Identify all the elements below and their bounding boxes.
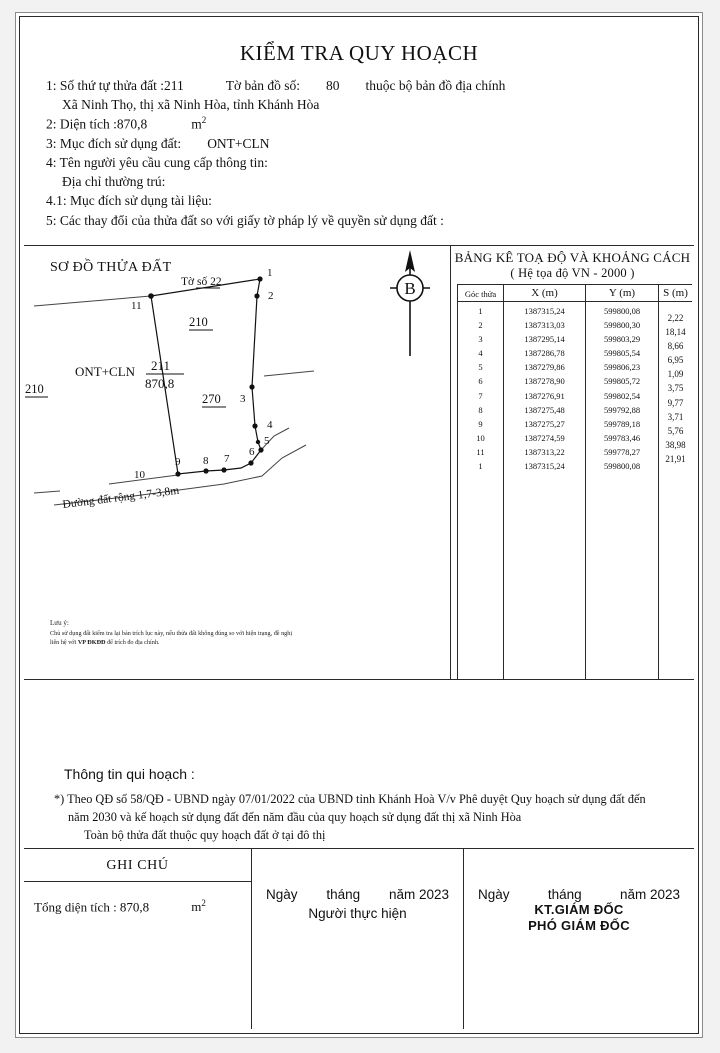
table-cell: 1387295,14 (524, 334, 565, 345)
director-date-line (464, 887, 694, 902)
parcel-label-group (75, 358, 184, 391)
table-cell: 2,22 (667, 313, 684, 323)
footer-director-cell (464, 849, 694, 1029)
neighbor-label-right-lower: 270 (202, 392, 221, 406)
director-role-line-1: KT.GIÁM ĐỐC (534, 902, 624, 917)
executor-year-label: năm 2023 (388, 887, 449, 902)
svg-text:4: 4 (267, 419, 273, 431)
table-cell: 1387313,03 (524, 320, 565, 331)
parcel-index-label: 1: Số thứ tự thửa đất : (46, 78, 164, 93)
table-cell: 599778,27 (603, 446, 641, 457)
notes-header: GHI CHÚ (24, 849, 251, 882)
executor-signature-block (252, 849, 463, 921)
column-x (504, 285, 586, 679)
table-cell: 1387275,48 (524, 404, 565, 415)
executor-date-line (252, 887, 463, 902)
planning-line-1: *) Theo QĐ số 58/QĐ - UBND ngày 07/01/2022 của UBND tỉnh Khánh Hoà V/v Phê duyệt Quy hoạch sử dụng đất đến (54, 792, 646, 806)
header-line-area (46, 114, 698, 134)
table-cell: 9 (478, 418, 483, 429)
note-line-1: Chủ sử dụng đất kiểm tra lại bản trích lục này, nếu thửa đất không đúng so với hiện trạng, đề nghị (50, 629, 293, 637)
table-cell: 599806,23 (603, 362, 641, 373)
table-cell: 1387276,91 (524, 390, 565, 401)
area-unit-exponent: 2 (201, 115, 207, 126)
table-cell: 1387315,24 (524, 461, 565, 472)
table-cell: 599792,88 (603, 404, 641, 415)
note-line-2 (50, 638, 292, 647)
director-year-label: năm 2023 (619, 887, 680, 902)
diagram-and-table-band (24, 245, 694, 680)
column-body-x (504, 302, 585, 473)
table-cell: 6,95 (667, 355, 684, 366)
planning-title: Thông tin qui hoạch : (64, 766, 195, 782)
coord-title-main: BẢNG KÊ TOẠ ĐỘ VÀ KHOẢNG CÁCH (454, 250, 691, 265)
table-cell: 8,66 (667, 341, 684, 352)
header-line-address: Xã Ninh Thọ, thị xã Ninh Hòa, tỉnh Khánh Hòa (62, 97, 320, 113)
footer-executor-cell (252, 849, 464, 1029)
director-day-label: Ngày (478, 887, 510, 902)
table-cell: 6 (478, 376, 483, 387)
area-label: 2: Diện tích : (46, 116, 117, 132)
total-area-row (24, 882, 251, 915)
coord-title-sub: ( Hệ tọa độ VN - 2000 ) (510, 265, 635, 280)
note-line-2c: để trích đo địa chính. (105, 638, 160, 646)
column-y (586, 285, 659, 679)
coordinate-table-panel (451, 246, 694, 679)
table-cell: 3 (478, 334, 483, 345)
svg-text:1: 1 (267, 267, 273, 279)
table-cell: 1387313,22 (524, 446, 565, 457)
map-sheet-label: Tờ bản đồ số: (225, 78, 300, 93)
svg-text:3: 3 (240, 393, 246, 405)
table-cell: 18,14 (665, 327, 686, 338)
cadastral-suffix: thuộc bộ bản đồ địa chính (365, 78, 506, 93)
table-cell: 38,98 (665, 439, 686, 450)
table-cell: 2 (478, 320, 483, 331)
compass-rose (390, 250, 430, 356)
table-cell: 7 (478, 390, 483, 401)
area-value: 870,8 (116, 116, 148, 132)
page-title: KIỂM TRA QUY HOẠCH (239, 41, 479, 65)
table-cell: 1 (478, 461, 483, 472)
svg-text:11: 11 (131, 300, 142, 312)
note-line-2a: liên hệ với (50, 638, 78, 646)
footer-table (24, 848, 694, 1029)
table-cell: 11 (476, 446, 485, 457)
header-line-changes: 5: Các thay đổi của thửa đất so với giấy tờ pháp lý về quyền sử dụng đất : (46, 212, 444, 228)
neighbor-labels (25, 315, 226, 407)
planning-line-2: năm 2030 và kế hoạch sử dụng đất đến năm đầu của quy hoạch sử dụng đất thị xã Ninh Hòa (68, 810, 522, 825)
column-body-distance (659, 302, 692, 466)
executor-day-label: Ngày (266, 887, 298, 902)
table-cell: 1387278,90 (524, 376, 565, 387)
note-office-abbrev: VP ĐKĐĐ (77, 638, 106, 646)
road-label: Đường đất rộng 1,7-3,8m (61, 484, 180, 511)
column-header-distance: S (m) (659, 285, 692, 302)
table-cell: 599800,08 (603, 461, 641, 472)
coordinate-table (457, 284, 692, 679)
column-distance (659, 285, 692, 679)
director-role-line-2: PHÓ GIÁM ĐỐC (528, 918, 630, 933)
svg-text:9: 9 (175, 456, 181, 468)
table-cell: 5 (478, 362, 483, 373)
table-cell: 599803,29 (603, 334, 641, 345)
disclaimer-note (50, 618, 292, 647)
page-frame (19, 16, 699, 1034)
note-title: Lưu ý: (50, 619, 69, 627)
table-cell: 1387286,78 (524, 348, 565, 359)
svg-text:2: 2 (268, 290, 274, 302)
table-cell: 5,76 (667, 425, 684, 436)
table-cell: 10 (476, 432, 485, 443)
header-line-purpose: 4.1: Mục đích sử dụng tài liệu: (46, 193, 212, 209)
table-cell: 1387275,27 (524, 418, 565, 429)
usage-value: ONT+CLN (207, 135, 270, 151)
parcel-index-value: 211 (163, 78, 184, 93)
map-sheet-value: 80 (325, 78, 340, 93)
svg-text:7: 7 (224, 453, 230, 465)
column-header-corner: Góc thửa (458, 285, 503, 302)
table-cell: 1387279,86 (524, 362, 565, 373)
table-cell: 599800,30 (603, 320, 641, 331)
svg-text:6: 6 (249, 446, 255, 458)
table-cell: 599800,08 (603, 306, 641, 316)
header-line-residence: Địa chỉ thường trú: (62, 174, 166, 190)
footer-notes-cell (24, 849, 252, 1029)
neighbor-label-right-upper: 210 (189, 315, 208, 329)
table-cell: 3,75 (667, 383, 684, 394)
diagram-section-label: SƠ ĐỒ THỬA ĐẤT (50, 260, 172, 275)
table-cell: 21,91 (665, 453, 686, 464)
total-area-unit: m (191, 899, 202, 915)
column-header-x: X (m) (504, 285, 585, 302)
table-cell: 1387274,59 (524, 432, 565, 443)
table-cell: 8 (478, 404, 483, 415)
planning-line-3: Toàn bộ thửa đất thuộc quy hoạch đất ở tại đô thị (84, 828, 326, 843)
document-page (15, 12, 703, 1038)
column-body-y (586, 302, 658, 473)
header-line-usage (46, 134, 698, 153)
usage-label: 3: Mục đích sử dụng đất: (46, 135, 182, 151)
planning-body (54, 790, 680, 845)
table-cell: 599783,46 (603, 432, 641, 443)
header-line-requester: 4: Tên người yêu cầu cung cấp thông tin: (46, 155, 268, 171)
total-area-label: Tổng diện tích : 870,8 (34, 899, 150, 915)
table-cell: 1387315,24 (524, 306, 565, 316)
table-cell: 599805,72 (603, 376, 641, 387)
svg-text:5: 5 (264, 435, 270, 447)
svg-text:10: 10 (134, 469, 145, 481)
table-cell: 1 (478, 306, 483, 316)
parcel-diagram (24, 246, 450, 681)
table-cell: 1,09 (667, 369, 684, 380)
table-cell: 9,77 (667, 397, 684, 408)
neighbor-label-left: 210 (25, 382, 44, 396)
table-cell: 599789,18 (603, 418, 641, 429)
header-line-parcel (46, 76, 698, 95)
planning-info-section (24, 680, 694, 848)
parcel-use-label: ONT+CLN (75, 364, 136, 379)
svg-text:8: 8 (203, 455, 209, 467)
table-cell: 3,71 (667, 411, 684, 422)
area-unit: m (191, 116, 202, 132)
sheet-number-label: Tờ số 22 (181, 276, 222, 288)
director-month-label: tháng (547, 887, 582, 902)
column-corner (458, 285, 504, 679)
header-info-block (46, 76, 698, 230)
compass-north-label: B (404, 279, 416, 298)
executor-role: Người thực hiện (308, 906, 407, 921)
coordinate-table-title (451, 246, 694, 281)
table-cell: 4 (478, 348, 483, 359)
table-cell: 599805,54 (603, 348, 641, 359)
parcel-area-label: 870,8 (145, 376, 175, 391)
column-body-corner (458, 302, 503, 473)
total-area-unit-exponent: 2 (201, 898, 206, 908)
director-signature-block (464, 849, 694, 933)
column-header-y: Y (m) (586, 285, 658, 302)
parcel-number-label: 211 (151, 358, 171, 373)
executor-month-label: tháng (326, 887, 361, 902)
table-cell: 599802,54 (603, 390, 641, 401)
